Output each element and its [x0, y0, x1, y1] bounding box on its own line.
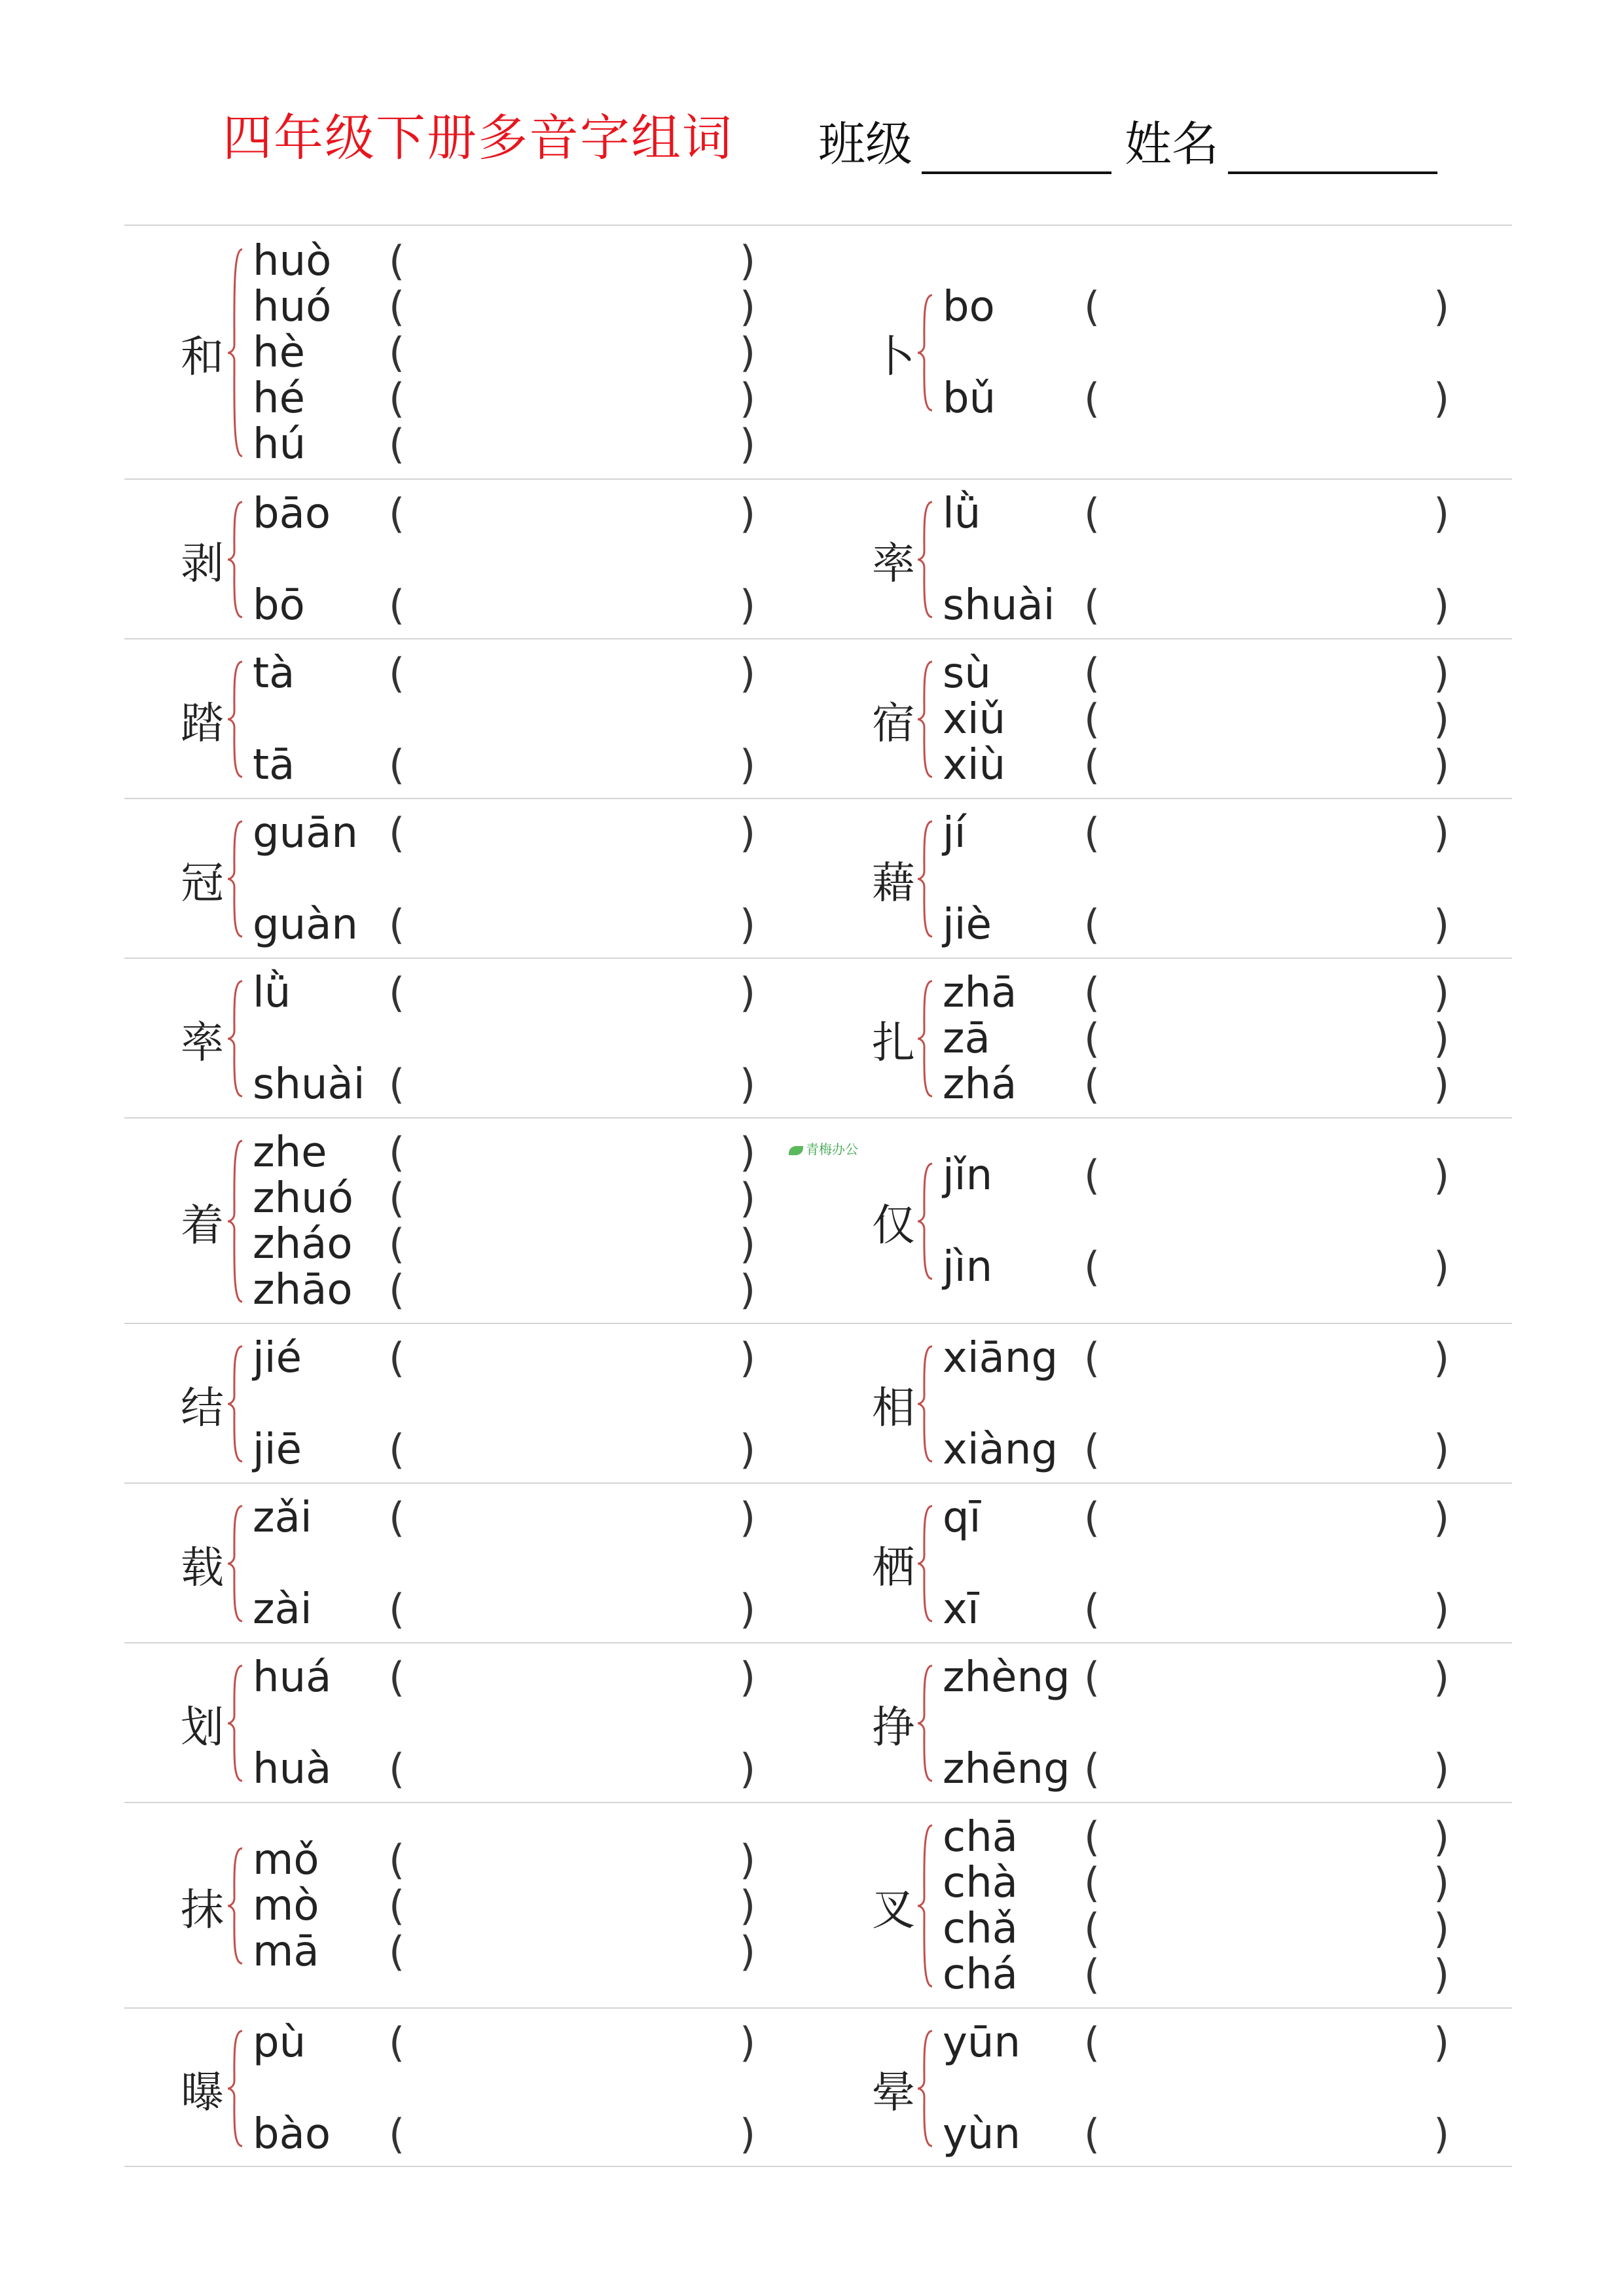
table-row [124, 478, 1512, 638]
pinyin-label: xiǔ [943, 695, 1006, 744]
polyphone-entry [124, 959, 818, 1117]
leaf-icon [789, 1146, 803, 1155]
reading-line [818, 742, 1512, 788]
reading-line [818, 583, 1512, 628]
polyphone-entry [124, 1803, 818, 2007]
polyphone-character: 宿 [872, 698, 915, 749]
answer-blank-close-paren: ) [1434, 1585, 1450, 1633]
answer-blank-close-paren: ) [740, 490, 756, 537]
reading-line [124, 1587, 818, 1632]
reading-line [124, 1655, 818, 1700]
reading-line [818, 810, 1512, 856]
reading-line [124, 1062, 818, 1107]
pinyin-label: jiè [943, 901, 992, 949]
class-label: 班级 [818, 117, 913, 171]
reading-line [124, 742, 818, 788]
answer-blank-close-paren: ) [740, 581, 756, 629]
reading-line [124, 422, 818, 467]
polyphone-character: 划 [181, 1702, 224, 1753]
pinyin-label: zhēng [943, 1745, 1070, 1793]
answer-blank-open-paren: ( [389, 809, 405, 857]
reading-line [818, 1244, 1512, 1290]
pinyin-label: hú [253, 420, 306, 469]
reading-line [818, 1335, 1512, 1381]
polyphone-entry [124, 1484, 818, 1642]
polyphone-character: 踏 [181, 698, 224, 749]
pinyin-label: zhuó [253, 1174, 353, 1223]
answer-blank-close-paren: ) [740, 2018, 756, 2066]
reading-line [818, 1587, 1512, 1632]
polyphone-table [124, 224, 1512, 2167]
pinyin-label: hè [253, 329, 305, 377]
pinyin-label: chǎ [943, 1905, 1018, 1953]
answer-blank-open-paren: ( [1084, 901, 1100, 948]
class-blank[interactable] [922, 128, 1111, 174]
pinyin-label: xiāng [943, 1334, 1058, 1382]
answer-blank-open-paren: ( [389, 1266, 405, 1314]
student-info-fields [818, 106, 1451, 174]
pinyin-label: tà [253, 649, 295, 698]
answer-blank-open-paren: ( [389, 1426, 405, 1473]
answer-blank-open-paren: ( [1084, 809, 1100, 857]
answer-blank-open-paren: ( [389, 2110, 405, 2158]
answer-blank-open-paren: ( [1084, 1151, 1100, 1199]
answer-blank-close-paren: ) [740, 649, 756, 697]
reading-line [818, 491, 1512, 537]
answer-blank-close-paren: ) [1434, 695, 1450, 743]
answer-blank-open-paren: ( [389, 741, 405, 789]
table-row [124, 1323, 1512, 1482]
answer-blank-close-paren: ) [740, 1494, 756, 1541]
reading-line [124, 1929, 818, 1975]
worksheet-header [0, 0, 1624, 196]
polyphone-character: 扎 [872, 1017, 915, 1068]
answer-blank-close-paren: ) [1434, 490, 1450, 537]
table-row [124, 1642, 1512, 1802]
answer-blank-open-paren: ( [389, 1334, 405, 1382]
answer-blank-open-paren: ( [1084, 283, 1100, 331]
reading-line [818, 651, 1512, 696]
polyphone-entry [124, 480, 818, 638]
polyphone-entry [818, 480, 1512, 638]
answer-blank-close-paren: ) [740, 901, 756, 948]
pinyin-label: shuài [943, 581, 1055, 630]
reading-line [818, 1153, 1512, 1198]
reading-line [124, 491, 818, 537]
pinyin-label: chá [943, 1950, 1018, 1999]
reading-line [124, 970, 818, 1016]
answer-blank-open-paren: ( [1084, 1243, 1100, 1291]
answer-blank-close-paren: ) [1434, 1859, 1450, 1907]
answer-blank-open-paren: ( [1084, 741, 1100, 789]
pinyin-label: tā [253, 741, 295, 789]
answer-blank-close-paren: ) [740, 1653, 756, 1701]
pinyin-label: xī [943, 1585, 979, 1634]
reading-line [818, 2020, 1512, 2066]
reading-line [124, 238, 818, 284]
pinyin-label: bào [253, 2110, 331, 2159]
answer-blank-open-paren: ( [1084, 1745, 1100, 1793]
name-blank[interactable] [1228, 128, 1437, 174]
pinyin-label: guān [253, 809, 358, 857]
answer-blank-close-paren: ) [1434, 1151, 1450, 1199]
answer-blank-close-paren: ) [1434, 1014, 1450, 1062]
pinyin-label: zhā [943, 969, 1017, 1017]
reading-line [124, 330, 818, 376]
reading-line [124, 902, 818, 948]
pinyin-label: jiē [253, 1426, 302, 1474]
answer-blank-close-paren: ) [740, 329, 756, 376]
reading-line [124, 1427, 818, 1473]
reading-line [124, 1130, 818, 1175]
answer-blank-open-paren: ( [389, 283, 405, 331]
pinyin-label: hé [253, 374, 305, 423]
reading-line [818, 1860, 1512, 1906]
answer-blank-close-paren: ) [740, 1174, 756, 1222]
polyphone-character: 载 [181, 1542, 224, 1593]
answer-blank-close-paren: ) [1434, 1494, 1450, 1541]
answer-blank-close-paren: ) [740, 1060, 756, 1108]
reading-line [124, 1335, 818, 1381]
reading-line [818, 1016, 1512, 1062]
table-row [124, 2007, 1512, 2167]
polyphone-entry [124, 1324, 818, 1482]
polyphone-entry [818, 1803, 1512, 2007]
reading-line [124, 810, 818, 856]
pinyin-label: zháo [253, 1220, 353, 1268]
answer-blank-close-paren: ) [1434, 2018, 1450, 2066]
polyphone-entry [818, 1643, 1512, 1802]
answer-blank-open-paren: ( [389, 1060, 405, 1108]
reading-line [818, 1952, 1512, 1998]
polyphone-entry [818, 1484, 1512, 1642]
answer-blank-open-paren: ( [389, 1174, 405, 1222]
polyphone-character: 叉 [872, 1884, 915, 1935]
answer-blank-close-paren: ) [1434, 1950, 1450, 1998]
answer-blank-close-paren: ) [1434, 1813, 1450, 1861]
table-row [124, 224, 1512, 478]
answer-blank-close-paren: ) [740, 237, 756, 285]
answer-blank-open-paren: ( [1084, 1014, 1100, 1062]
pinyin-label: zài [253, 1585, 312, 1634]
pinyin-label: jìn [943, 1243, 993, 1291]
answer-blank-close-paren: ) [1434, 741, 1450, 789]
polyphone-character: 晕 [872, 2067, 915, 2118]
answer-blank-close-paren: ) [740, 1928, 756, 1975]
polyphone-entry [124, 639, 818, 798]
answer-blank-close-paren: ) [740, 741, 756, 789]
answer-blank-close-paren: ) [1434, 374, 1450, 422]
answer-blank-open-paren: ( [1084, 1859, 1100, 1907]
pinyin-label: huà [253, 1745, 332, 1793]
pinyin-label: lǜ [943, 490, 981, 538]
pinyin-label: zhe [253, 1128, 327, 1177]
reading-line [818, 376, 1512, 422]
reading-line [124, 651, 818, 696]
pinyin-label: lǜ [253, 969, 291, 1017]
answer-blank-open-paren: ( [389, 2018, 405, 2066]
reading-line [818, 902, 1512, 948]
polyphone-entry [818, 2009, 1512, 2166]
answer-blank-open-paren: ( [1084, 490, 1100, 537]
pinyin-label: shuài [253, 1060, 365, 1109]
reading-line [124, 1883, 818, 1929]
answer-blank-close-paren: ) [1434, 1334, 1450, 1382]
page-title: 四年级下册多音字组词 [223, 109, 733, 167]
pinyin-label: jié [253, 1334, 302, 1382]
polyphone-character: 仅 [872, 1200, 915, 1251]
reading-line [124, 1221, 818, 1267]
answer-blank-open-paren: ( [389, 581, 405, 629]
answer-blank-close-paren: ) [740, 2110, 756, 2158]
pinyin-label: bo [943, 283, 995, 331]
answer-blank-close-paren: ) [1434, 283, 1450, 331]
answer-blank-open-paren: ( [389, 1928, 405, 1975]
polyphone-entry [124, 226, 818, 478]
polyphone-character: 抹 [181, 1884, 224, 1935]
reading-line [124, 1175, 818, 1221]
answer-blank-open-paren: ( [1084, 1585, 1100, 1633]
answer-blank-close-paren: ) [740, 809, 756, 857]
reading-line [124, 2111, 818, 2157]
answer-blank-close-paren: ) [1434, 1905, 1450, 1952]
pinyin-label: yùn [943, 2110, 1020, 2159]
answer-blank-close-paren: ) [1434, 2110, 1450, 2158]
answer-blank-open-paren: ( [389, 1494, 405, 1541]
polyphone-character: 冠 [181, 857, 224, 908]
polyphone-entry [124, 1643, 818, 1802]
reading-line [124, 1495, 818, 1541]
answer-blank-open-paren: ( [1084, 374, 1100, 422]
answer-blank-open-paren: ( [389, 374, 405, 422]
pinyin-label: bāo [253, 490, 331, 538]
polyphone-entry [818, 799, 1512, 958]
pinyin-label: bǔ [943, 374, 996, 423]
polyphone-character: 率 [872, 538, 915, 589]
reading-line [818, 1906, 1512, 1952]
watermark [789, 1139, 858, 1158]
reading-line [124, 1837, 818, 1883]
answer-blank-close-paren: ) [740, 420, 756, 468]
answer-blank-open-paren: ( [1084, 1653, 1100, 1701]
answer-blank-open-paren: ( [1084, 1494, 1100, 1541]
reading-line [818, 1495, 1512, 1541]
pinyin-label: bō [253, 581, 305, 630]
table-row [124, 798, 1512, 958]
polyphone-character: 曝 [181, 2067, 224, 2118]
answer-blank-close-paren: ) [1434, 901, 1450, 948]
reading-line [124, 1267, 818, 1313]
reading-line [818, 696, 1512, 742]
reading-line [124, 2020, 818, 2066]
answer-blank-close-paren: ) [740, 1266, 756, 1314]
polyphone-entry [818, 1324, 1512, 1482]
polyphone-character: 挣 [872, 1702, 915, 1753]
polyphone-character: 着 [181, 1200, 224, 1251]
reading-line [818, 284, 1512, 330]
answer-blank-close-paren: ) [1434, 1060, 1450, 1108]
answer-blank-open-paren: ( [389, 420, 405, 468]
pinyin-label: xiàng [943, 1426, 1058, 1474]
table-row [124, 1482, 1512, 1642]
polyphone-entry [818, 639, 1512, 798]
answer-blank-close-paren: ) [740, 1128, 756, 1176]
answer-blank-close-paren: ) [740, 1585, 756, 1633]
answer-blank-close-paren: ) [740, 1220, 756, 1268]
answer-blank-open-paren: ( [389, 649, 405, 697]
answer-blank-open-paren: ( [389, 490, 405, 537]
reading-line [818, 1814, 1512, 1860]
table-row [124, 638, 1512, 798]
answer-blank-close-paren: ) [1434, 809, 1450, 857]
pinyin-label: mā [253, 1928, 319, 1976]
answer-blank-close-paren: ) [740, 1334, 756, 1382]
answer-blank-open-paren: ( [389, 969, 405, 1016]
pinyin-label: sù [943, 649, 991, 698]
polyphone-character: 栖 [872, 1542, 915, 1593]
pinyin-label: mò [253, 1882, 319, 1930]
polyphone-entry [124, 1119, 818, 1323]
pinyin-label: zhá [943, 1060, 1017, 1109]
pinyin-label: qī [943, 1494, 981, 1542]
answer-blank-close-paren: ) [1434, 1653, 1450, 1701]
answer-blank-close-paren: ) [740, 283, 756, 331]
polyphone-entry [124, 2009, 818, 2166]
polyphone-character: 剥 [181, 538, 224, 589]
polyphone-entry [818, 226, 1512, 478]
polyphone-entry [818, 959, 1512, 1117]
answer-blank-open-paren: ( [1084, 649, 1100, 697]
answer-blank-open-paren: ( [389, 329, 405, 376]
pinyin-label: jǐn [943, 1151, 993, 1200]
reading-line [124, 583, 818, 628]
reading-line [818, 1427, 1512, 1473]
answer-blank-open-paren: ( [389, 1882, 405, 1929]
pinyin-label: huò [253, 237, 332, 285]
answer-blank-close-paren: ) [1434, 1243, 1450, 1291]
polyphone-character: 相 [872, 1382, 915, 1433]
answer-blank-open-paren: ( [1084, 1426, 1100, 1473]
answer-blank-open-paren: ( [1084, 969, 1100, 1016]
pinyin-label: huó [253, 283, 332, 331]
reading-line [124, 1746, 818, 1792]
answer-blank-close-paren: ) [740, 374, 756, 422]
reading-line [818, 1746, 1512, 1792]
answer-blank-close-paren: ) [740, 1745, 756, 1793]
answer-blank-open-paren: ( [389, 1220, 405, 1268]
polyphone-character: 和 [181, 331, 224, 382]
pinyin-label: huá [253, 1653, 332, 1702]
pinyin-label: jí [943, 809, 966, 857]
answer-blank-open-paren: ( [1084, 1334, 1100, 1382]
polyphone-character: 率 [181, 1017, 224, 1068]
pinyin-label: xiù [943, 741, 1006, 789]
answer-blank-open-paren: ( [389, 1836, 405, 1884]
reading-line [124, 376, 818, 422]
answer-blank-open-paren: ( [389, 1745, 405, 1793]
polyphone-character: 结 [181, 1382, 224, 1433]
answer-blank-close-paren: ) [1434, 969, 1450, 1016]
name-label: 姓名 [1125, 117, 1219, 171]
answer-blank-close-paren: ) [740, 969, 756, 1016]
answer-blank-open-paren: ( [1084, 1905, 1100, 1952]
polyphone-character: 卜 [872, 331, 915, 382]
answer-blank-open-paren: ( [389, 237, 405, 285]
answer-blank-open-paren: ( [1084, 1060, 1100, 1108]
pinyin-label: zhāo [253, 1266, 353, 1314]
pinyin-label: pù [253, 2018, 306, 2067]
table-row [124, 958, 1512, 1117]
answer-blank-open-paren: ( [1084, 581, 1100, 629]
pinyin-label: chà [943, 1859, 1018, 1907]
reading-line [818, 970, 1512, 1016]
answer-blank-open-paren: ( [1084, 695, 1100, 743]
watermark-text: 青梅办公 [806, 1141, 858, 1157]
polyphone-entry [124, 799, 818, 958]
pinyin-label: guàn [253, 901, 358, 949]
answer-blank-open-paren: ( [389, 1585, 405, 1633]
polyphone-entry [818, 1119, 1512, 1323]
answer-blank-open-paren: ( [389, 1653, 405, 1701]
answer-blank-open-paren: ( [1084, 1813, 1100, 1861]
answer-blank-close-paren: ) [1434, 1745, 1450, 1793]
answer-blank-close-paren: ) [1434, 1426, 1450, 1473]
pinyin-label: chā [943, 1813, 1018, 1861]
pinyin-label: zhèng [943, 1653, 1070, 1702]
answer-blank-open-paren: ( [1084, 1950, 1100, 1998]
pinyin-label: mǒ [253, 1836, 319, 1884]
answer-blank-open-paren: ( [1084, 2018, 1100, 2066]
reading-line [124, 284, 818, 330]
answer-blank-open-paren: ( [389, 901, 405, 948]
answer-blank-close-paren: ) [740, 1836, 756, 1884]
pinyin-label: yūn [943, 2018, 1020, 2067]
table-row [124, 1802, 1512, 2007]
polyphone-character: 藉 [872, 857, 915, 908]
answer-blank-close-paren: ) [740, 1426, 756, 1473]
reading-line [818, 1062, 1512, 1107]
answer-blank-open-paren: ( [389, 1128, 405, 1176]
answer-blank-close-paren: ) [740, 1882, 756, 1929]
answer-blank-close-paren: ) [1434, 649, 1450, 697]
reading-line [818, 2111, 1512, 2157]
answer-blank-close-paren: ) [1434, 581, 1450, 629]
pinyin-label: zǎi [253, 1494, 312, 1542]
answer-blank-open-paren: ( [1084, 2110, 1100, 2158]
pinyin-label: zā [943, 1014, 990, 1063]
reading-line [818, 1655, 1512, 1700]
